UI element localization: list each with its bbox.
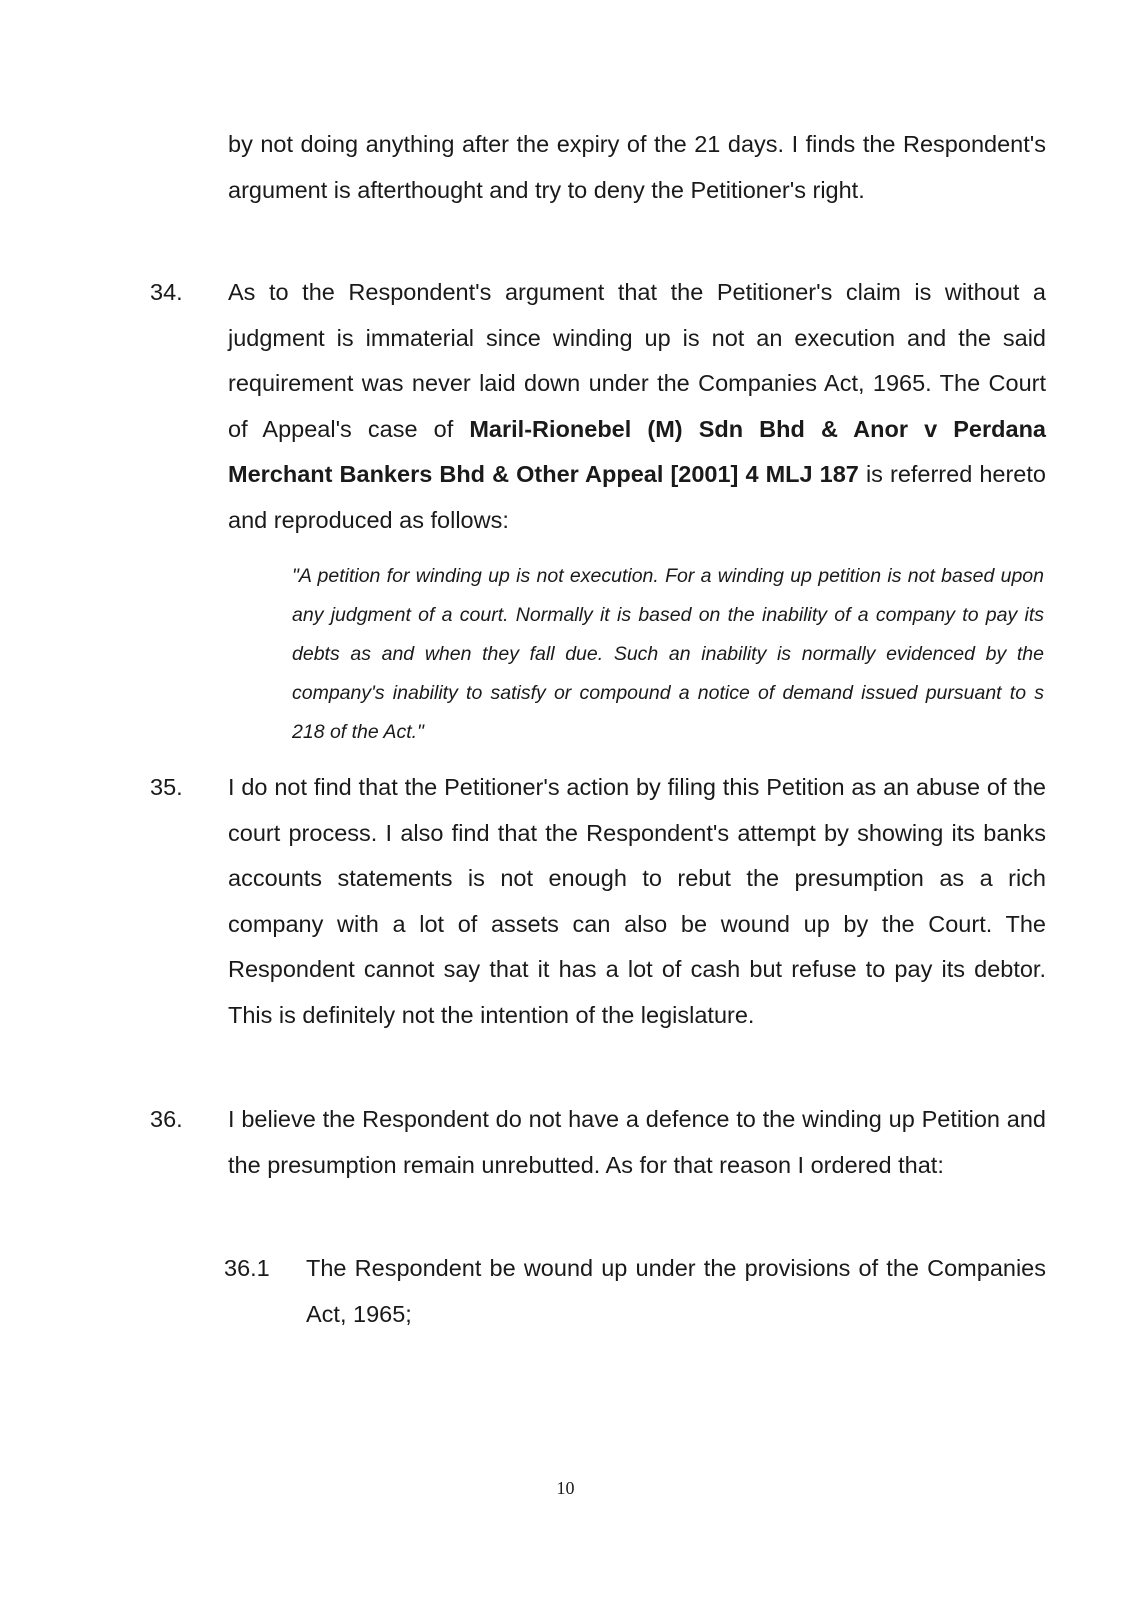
subparagraph-36-1-number: 36.1 [224,1255,270,1281]
case-citation: Maril-Rionebel (M) Sdn Bhd & Anor v Perdana Merchant Bankers Bhd & Other Appeal [2001] 4 MLJ 187 [228,415,1046,487]
paragraph-34-text-2: is referred hereto and reproduced as follows: [228,461,1046,533]
paragraph-34-number: 34. [150,279,183,305]
subparagraph-36-1: The Respondent be wound up under the provisions of the Companies Act, 1965; [306,1255,1046,1327]
paragraph-34-text-1: As to the Respondent's argument that the Petitioner's claim is without a judgment is immaterial since winding up is not an execution and the said requirement was never laid down under the Companies Act, 1965. The Court of Appeal's case of [228,279,1046,442]
page-number: 10 [556,1478,575,1498]
paragraph-36-number: 36. [150,1106,183,1132]
paragraph-36: I believe the Respondent do not have a defence to the winding up Petition and the presumption remain unrebutted. As for that reason I ordered that: [228,1106,1046,1178]
paragraph-34 [228,270,1046,543]
paragraph-35-number: 35. [150,774,183,800]
paragraph-35: I do not find that the Petitioner's action by filing this Petition as an abuse of the court process. I also find that the Respondent's attempt by showing its banks accounts statements is not enough to rebut the presumption as a rich company with a lot of assets can also be wound up by the Court. The Respondent cannot say that it has a lot of cash but refuse to pay its debtor. This is definitely not the intention of the legislature. [228,774,1046,1028]
paragraph-33-continuation: by not doing anything after the expiry of the 21 days. I finds the Respondent's argument is afterthought and try to deny the Petitioner's right. [228,131,1046,203]
block-quote: "A petition for winding up is not execution. For a winding up petition is not based upon any judgment of a court. Normally it is based on the inability of a company to pay its debts as and when they fall due. Such an inability is normally evidenced by the company's inability to satisfy or compound a notice of demand issued pursuant to s 218 of the Act." [292,565,1044,743]
